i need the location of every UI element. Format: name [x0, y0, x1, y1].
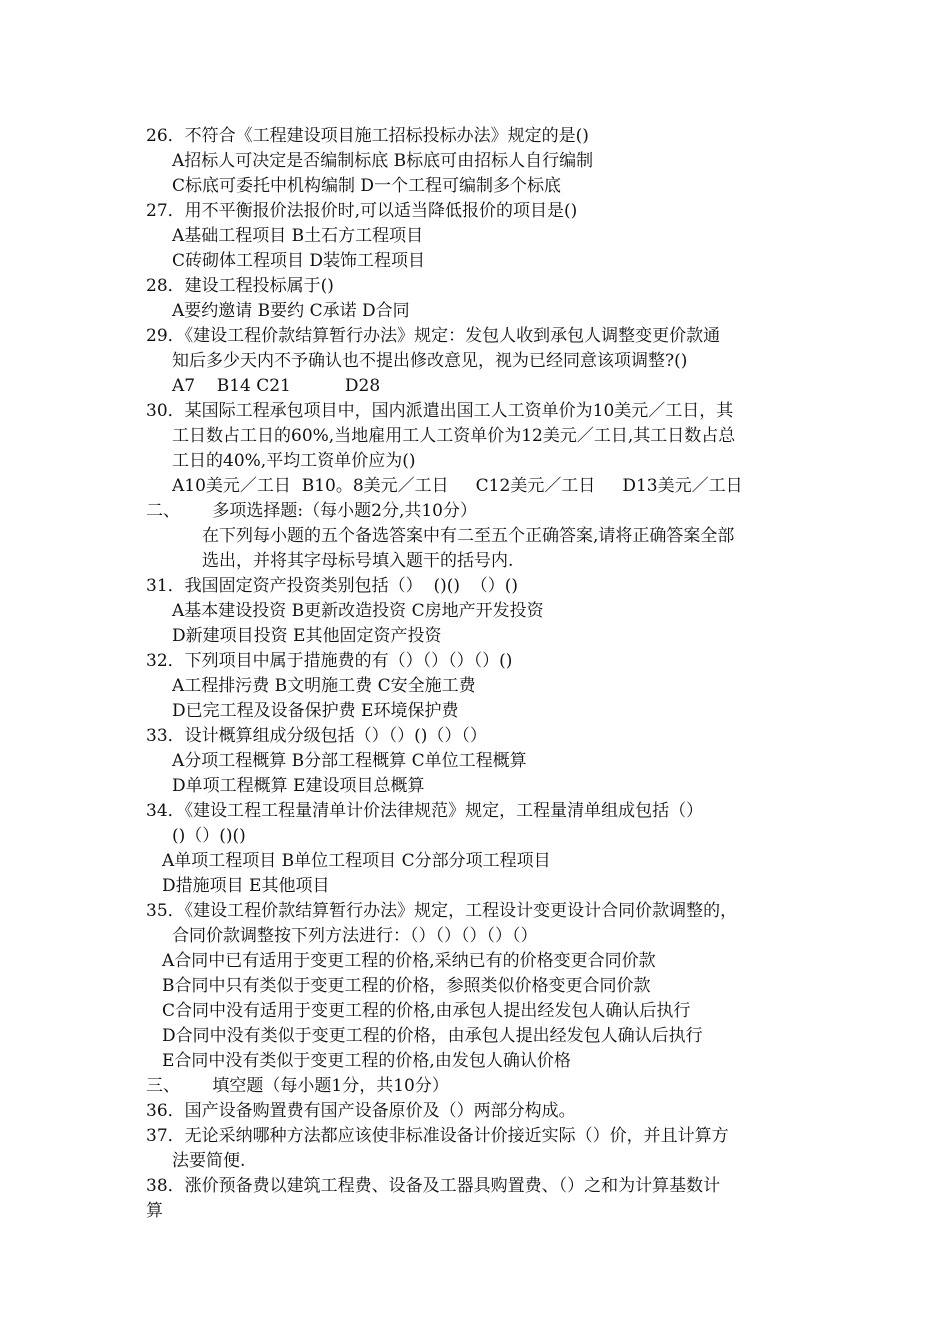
- question-30-stem-cont-2: 工日的40%,平均工资单价应为(): [172, 451, 416, 471]
- section-3-heading: 三、 填空题（每小题1分，共10分）: [146, 1076, 449, 1096]
- question-35-option-d: D合同中没有类似于变更工程的价格，由承包人提出经发包人确认后执行: [162, 1026, 703, 1046]
- question-28-stem: 28．建设工程投标属于(): [146, 276, 334, 296]
- question-26-options-cd: C标底可委托中机构编制 D一个工程可编制多个标底: [172, 176, 562, 196]
- question-33-stem: 33．设计概算组成分级包括（）（）()（）（）: [146, 726, 487, 746]
- question-35-stem-cont: 合同价款调整按下列方法进行：（）（）（）（）（）: [172, 926, 538, 946]
- question-35-option-b: B合同中只有类似于变更工程的价格，参照类似价格变更合同价款: [162, 976, 651, 996]
- question-38-stem-cont: 算: [146, 1201, 163, 1221]
- question-27-options-cd: C砖砌体工程项目 D装饰工程项目: [172, 251, 426, 271]
- question-35-option-e: E合同中没有类似于变更工程的价格,由发包人确认价格: [162, 1051, 571, 1071]
- question-31-options-de: D新建项目投资 E其他固定资产投资: [172, 626, 442, 646]
- question-27-stem: 27．用不平衡报价法报价时,可以适当降低报价的项目是(): [146, 201, 578, 221]
- question-34-stem: 34．《建设工程工程量清单计价法律规范》规定，工程量清单组成包括（）: [146, 801, 704, 821]
- question-30-stem-cont-1: 工日数占工日的60%,当地雇用工人工资单价为12美元／工日,其工日数占总: [172, 426, 736, 446]
- question-35-option-a: A合同中已有适用于变更工程的价格,采纳已有的价格变更合同价款: [162, 951, 656, 971]
- section-2-heading: 二、 多项选择题:（每小题2分,共10分）: [146, 501, 478, 521]
- question-34-options-de: D措施项目 E其他项目: [162, 876, 330, 896]
- question-37-stem: 37．无论采纳哪种方法都应该使非标准设备计价接近实际（）价，并且计算方: [146, 1126, 729, 1146]
- question-30-options: A10美元／工日 B10。8美元／工日 C12美元／工日 D13美元／工日: [172, 476, 743, 496]
- question-31-options-abc: A基本建设投资 B更新改造投资 C房地产开发投资: [172, 601, 544, 621]
- question-34-blanks: ()（）()(): [172, 826, 246, 846]
- question-32-options-abc: A工程排污费 B文明施工费 C安全施工费: [172, 676, 476, 696]
- question-27-options-ab: A基础工程项目 B土石方工程项目: [172, 226, 424, 246]
- question-29-stem: 29．《建设工程价款结算暂行办法》规定：发包人收到承包人调整变更价款通: [146, 326, 721, 346]
- question-30-stem: 30．某国际工程承包项目中，国内派遣出国工人工资单价为10美元／工日，其: [146, 401, 734, 421]
- section-2-instructions-cont: 选出，并将其字母标号填入题干的括号内.: [202, 551, 514, 571]
- question-29-stem-cont: 知后多少天内不予确认也不提出修改意见，视为已经同意该项调整?(): [172, 351, 688, 371]
- question-32-stem: 32．下列项目中属于措施费的有（）（）（）（）(): [146, 651, 513, 671]
- section-2-instructions: 在下列每小题的五个备选答案中有二至五个正确答案,请将正确答案全部: [202, 526, 735, 546]
- question-37-stem-cont: 法要简便.: [172, 1151, 246, 1171]
- question-35-option-c: C合同中没有适用于变更工程的价格,由承包人提出经发包人确认后执行: [162, 1001, 691, 1021]
- question-38-stem: 38．涨价预备费以建筑工程费、设备及工器具购置费、（）之和为计算基数计: [146, 1176, 721, 1196]
- question-26-options-ab: A招标人可决定是否编制标底 B标底可由招标人自行编制: [172, 151, 594, 171]
- question-34-options-abc: A单项工程项目 B单位工程项目 C分部分项工程项目: [162, 851, 551, 871]
- question-28-options: A要约邀请 B要约 C承诺 D合同: [172, 301, 410, 321]
- question-31-stem: 31．我国固定资产投资类别包括（） ()() （）(): [146, 576, 519, 596]
- question-33-options-de: D单项工程概算 E建设项目总概算: [172, 776, 425, 796]
- question-32-options-de: D已完工程及设备保护费 E环境保护费: [172, 701, 459, 721]
- question-29-options: A7 B14 C21 D28: [172, 376, 381, 396]
- question-35-stem: 35．《建设工程价款结算暂行办法》规定，工程设计变更设计合同价款调整的，: [146, 901, 738, 921]
- question-26-stem: 26．不符合《工程建设项目施工招标投标办法》规定的是(): [146, 126, 589, 146]
- question-33-options-abc: A分项工程概算 B分部工程概算 C单位工程概算: [172, 751, 527, 771]
- question-36-stem: 36．国产设备购置费有国产设备原价及（）两部分构成。: [146, 1101, 576, 1121]
